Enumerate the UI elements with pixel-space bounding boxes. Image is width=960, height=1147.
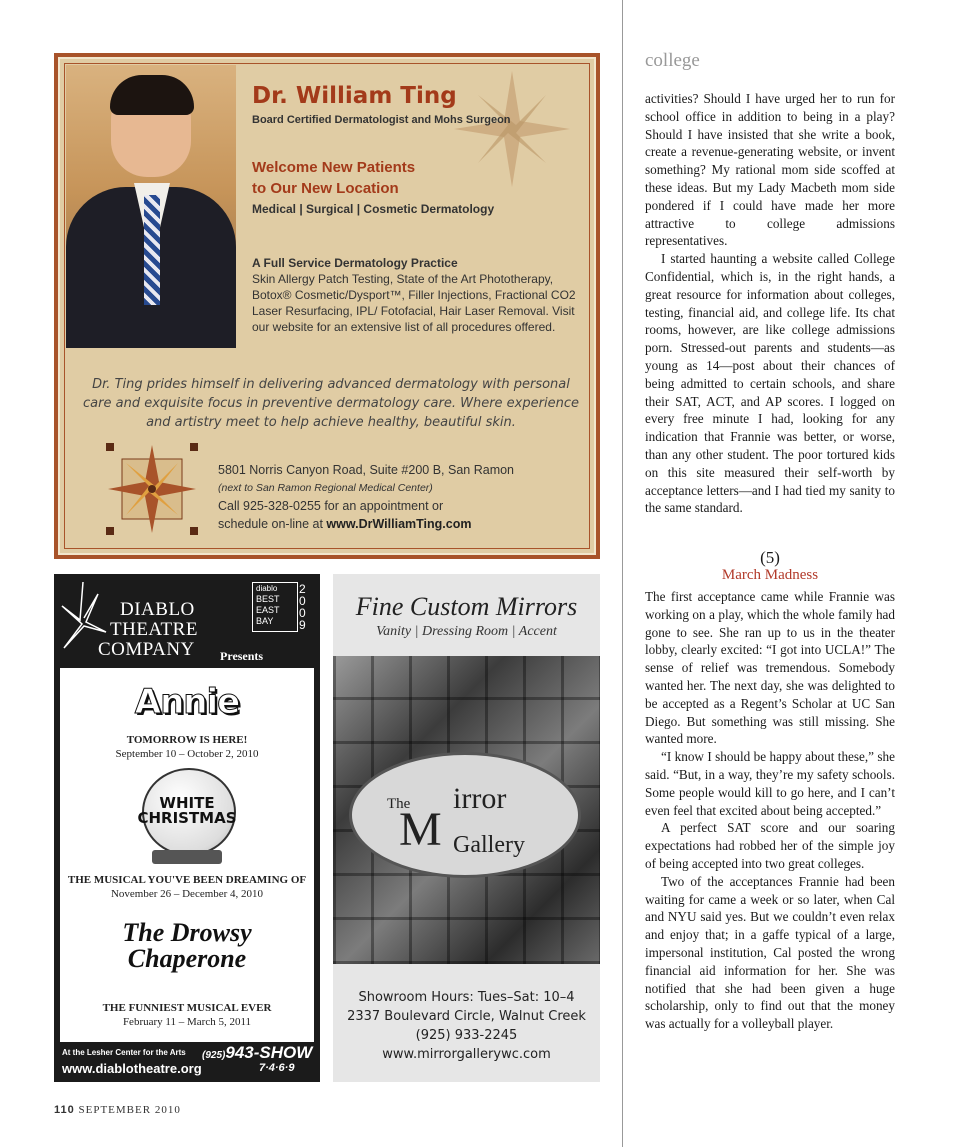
article-paragraph: I started haunting a website called College Confidential, which is, in the right hands, a great resource for information about colleges, testing, financial aid, and college life. Its chat rooms, however, are like college admissions porn. Stressed-out parents and students—as young as 14—post about their chances of being admitted to certain schools, and share their SAT, ACT, and AP scores. I logged on every free minute I had, looking for any indication that Frannie was better, or worse, than any other student. The poor tortured kids on this site measured their self-worth by acceptance letters—and I had tied my sanity to the same standard. xyxy=(645,251,895,516)
section-title: March Madness xyxy=(721,567,819,583)
show3-tagline: THE FUNNIEST MUSICAL EVER xyxy=(102,1002,272,1014)
white-christmas-logo: WHITE CHRISTMAS xyxy=(137,794,237,827)
article-column-bottom xyxy=(645,588,895,1033)
services-line: Medical | Surgical | Cosmetic Dermatology xyxy=(252,202,495,216)
logo-line-3: COMPANY xyxy=(98,639,195,660)
mirror-ad-title: Fine Custom Mirrors xyxy=(355,592,578,621)
phone-word: 943-SHOW xyxy=(225,1043,313,1062)
article-paragraph: The first acceptance came while Frannie was working on a play, which the whole family had gone to see. She ran up to us in the theater lobby, clearly excited: “I got into UCLA!” The sense of relief was tremendous. Somebody wanted her. The next day, she was delighted to be accepted as a Regent’s Scholar at UC San Diego. But something was still missing. She wanted more. xyxy=(645,589,895,747)
mirror-ad-contact xyxy=(333,988,600,1064)
annie-logo: Annie xyxy=(134,682,240,722)
best-east-bay-badge xyxy=(252,582,306,632)
address-note: (next to San Ramon Regional Medical Center) xyxy=(218,482,433,494)
office-address: 5801 Norris Canyon Road, Suite #200 B, San Ramon xyxy=(218,463,515,477)
show2-tag xyxy=(60,874,314,887)
badge-line: diablo xyxy=(256,584,278,593)
article-paragraph: Two of the acceptances Frannie had been waiting for came a week or so later, when Cal and NYU said yes. But we couldn’t even relax and enjoy that; in a gaffe typical of a large, impersonal institution, Cal posted the wrong financial aid information for her. She was notified that she had been given a huge scholarship, only to find out that the money was actually for a volleyball player. xyxy=(645,873,895,1032)
gallery-phone: (925) 933-2245 xyxy=(415,1028,518,1043)
show2-tagline: THE MUSICAL YOU'VE BEEN DREAMING OF xyxy=(67,874,307,886)
badge-line: EAST xyxy=(256,605,280,615)
theatre-website-link[interactable]: www.diablotheatre.org xyxy=(62,1061,202,1076)
theatre-logo xyxy=(98,600,198,660)
schedule-line xyxy=(218,515,578,533)
page-folio xyxy=(54,1104,181,1116)
article-paragraph: “I know I should be happy about these,” she said. “But, in a way, they’re my safety schools. Some people would kill to go here, and I can’t even feel that excited about being accepted.” xyxy=(645,749,895,818)
section-number: (5) xyxy=(760,548,780,567)
doctor-photo xyxy=(66,65,236,348)
mirror-ad-subtitle: Vanity | Dressing Room | Accent xyxy=(376,624,557,639)
issue-date: SEPTEMBER 2010 xyxy=(78,1104,181,1116)
show1-tagline: TOMORROW IS HERE! xyxy=(126,734,248,746)
mirror-gallery-ad xyxy=(333,574,600,1082)
logo-mirror: irror xyxy=(453,782,507,815)
ad-frame xyxy=(58,57,596,555)
gallery-website-link[interactable]: www.mirrorgallerywc.com xyxy=(382,1047,551,1062)
section-label: college xyxy=(645,50,700,71)
call-line: Call 925-328-0255 for an appointment or xyxy=(218,499,444,513)
snow-globe-base xyxy=(152,850,222,864)
welcome-heading xyxy=(252,157,472,199)
venue-line: At the Lesher Center for the Arts xyxy=(62,1048,186,1057)
article-paragraph: A perfect SAT score and our soaring expectations had robbed her of the simple joy of being accepted into two great colleges. xyxy=(645,820,895,871)
showroom-hours: Showroom Hours: Tues–Sat: 10–4 xyxy=(358,990,575,1005)
badge-line: BAY xyxy=(256,616,274,626)
mirror-collage-image xyxy=(333,656,600,964)
welcome-line-2: to Our New Location xyxy=(252,180,399,197)
ad-quote: Dr. Ting prides himself in delivering advanced dermatology with personal care and exquisite focus in preventive dermatology care. Where experience and artistry meet to help achieve healthy, beautiful skin. xyxy=(83,377,579,430)
column-divider xyxy=(622,0,623,1147)
phone-area-code: (925) xyxy=(202,1050,226,1061)
logo-line-1: DIABLO xyxy=(120,599,195,620)
gallery-address: 2337 Boulevard Circle, Walnut Creek xyxy=(347,1009,586,1024)
show2-dates: November 26 – December 4, 2010 xyxy=(110,888,264,900)
drowsy-chaperone-logo: The Drowsy Chaperone xyxy=(122,918,252,973)
doctor-name: Dr. William Ting xyxy=(252,83,457,109)
logo-the: The xyxy=(387,796,411,812)
page-number: 110 xyxy=(54,1104,75,1116)
presents-label: Presents xyxy=(220,649,264,663)
badge-year: 2009 xyxy=(299,582,306,632)
compass-star-icon xyxy=(106,443,198,535)
show1-tag xyxy=(60,734,314,747)
schedule-text: schedule on-line at xyxy=(218,517,323,531)
show3-tag xyxy=(60,1002,314,1015)
show-list xyxy=(60,668,314,1042)
logo-m: M xyxy=(399,803,442,856)
article-paragraph: activities? Should I have urged her to run for school office in addition to being in a play? Should I have insisted that she write a book, create a revenue-generating website, or invent something? My rational mom side scoffed at these ideas. But my Lady Macbeth mom side pondered if I could have made her more attractive to college admissions representatives. xyxy=(645,91,895,249)
show3-dates: February 11 – March 5, 2011 xyxy=(122,1016,252,1028)
show1-dates: September 10 – October 2, 2010 xyxy=(115,748,259,760)
box-office-phone xyxy=(202,1043,312,1063)
contact-block xyxy=(218,461,578,533)
phone-digits: 7·4·6·9 xyxy=(259,1062,295,1074)
article-column-top xyxy=(645,90,895,517)
badge-line: BEST xyxy=(256,594,280,604)
doctor-website-link[interactable]: www.DrWilliamTing.com xyxy=(326,517,472,531)
full-service-heading: A Full Service Dermatology Practice xyxy=(252,256,458,270)
dermatology-ad xyxy=(54,53,600,559)
theatre-ad xyxy=(54,574,320,1082)
welcome-line-1: Welcome New Patients xyxy=(252,159,416,176)
doctor-credentials: Board Certified Dermatologist and Mohs Surgeon xyxy=(252,114,511,126)
logo-gallery: Gallery xyxy=(453,832,525,858)
logo-line-2: THEATRE xyxy=(110,619,198,640)
full-service-body: Skin Allergy Patch Testing, State of the Art Phototherapy, Botox® Cosmetic/Dysport™, Filler Injections, Fractional CO2 Laser Resurfacing, IPL/ Fotofacial, Hair Laser Removal. Visit our website for an extensive list of all procedures offered. xyxy=(252,272,576,334)
